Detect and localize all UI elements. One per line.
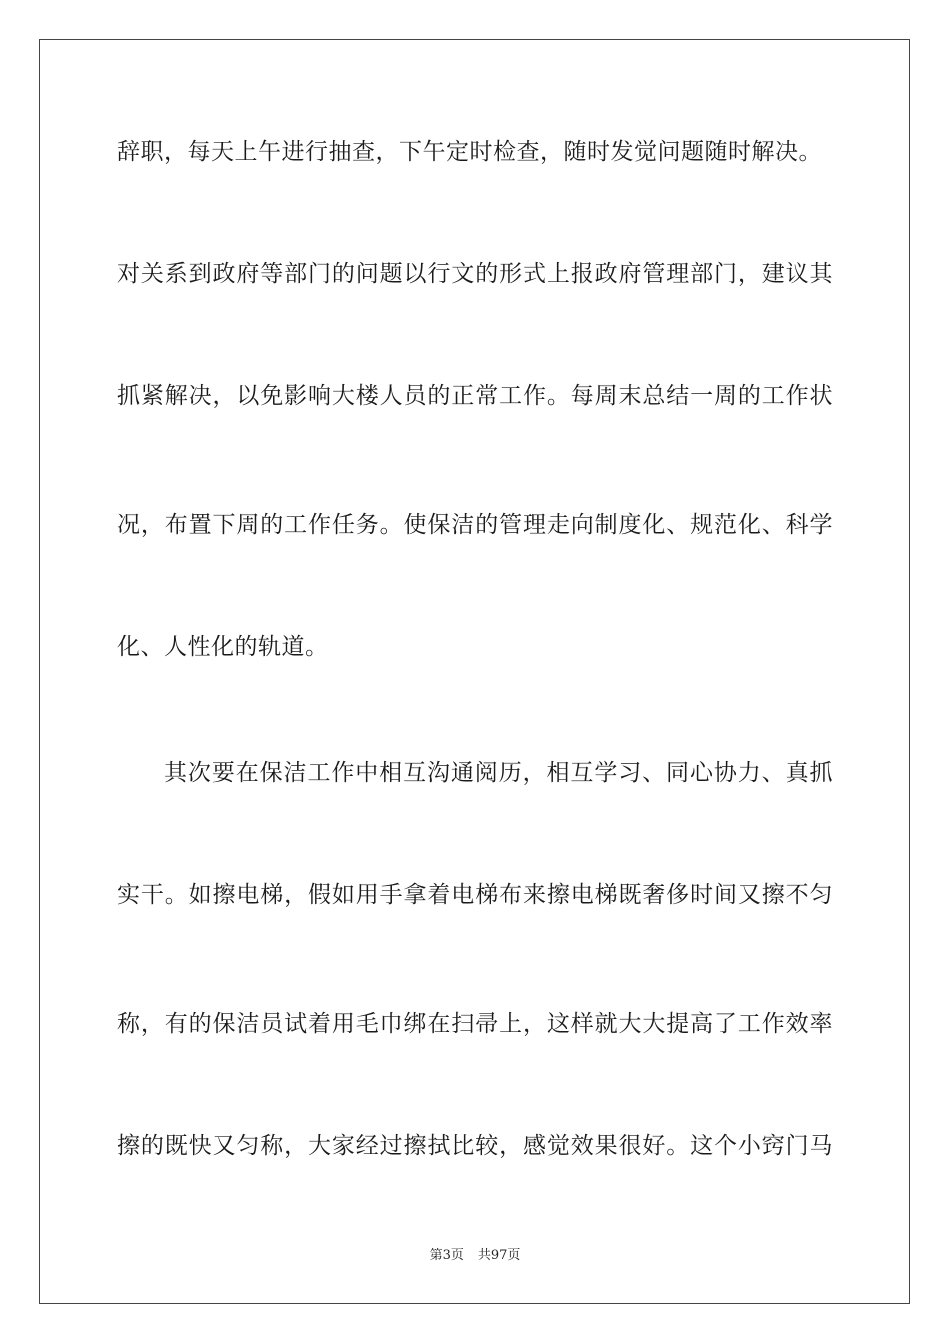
text-line: 擦的既快又匀称，大家经过擦拭比较，感觉效果很好。这个小窍门马 — [117, 1133, 833, 1159]
page-border — [39, 39, 910, 1304]
page-footer — [0, 1248, 950, 1264]
text-line: 况，布置下周的工作任务。使保洁的管理走向制度化、规范化、科学 — [117, 512, 833, 538]
text-line: 化、人性化的轨道。 — [117, 634, 329, 660]
text-line: 辞职，每天上午进行抽查，下午定时检查，随时发觉问题随时解决。 — [117, 139, 822, 165]
text-line: 抓紧解决，以免影响大楼人员的正常工作。每周末总结一周的工作状 — [117, 383, 833, 409]
page-count: 共97页 — [477, 1248, 521, 1263]
page-number: 第3页 — [429, 1248, 464, 1263]
text-line: 称，有的保洁员试着用毛巾绑在扫帚上，这样就大大提高了工作效率 — [117, 1011, 833, 1037]
text-line: 对关系到政府等部门的问题以行文的形式上报政府管理部门，建议其 — [117, 261, 833, 287]
text-line: 实干。如擦电梯，假如用手拿着电梯布来擦电梯既奢侈时间又擦不匀 — [117, 882, 833, 908]
paragraph-first-line: 其次要在保洁工作中相互沟通阅历，相互学习、同心协力、真抓 — [164, 760, 833, 786]
